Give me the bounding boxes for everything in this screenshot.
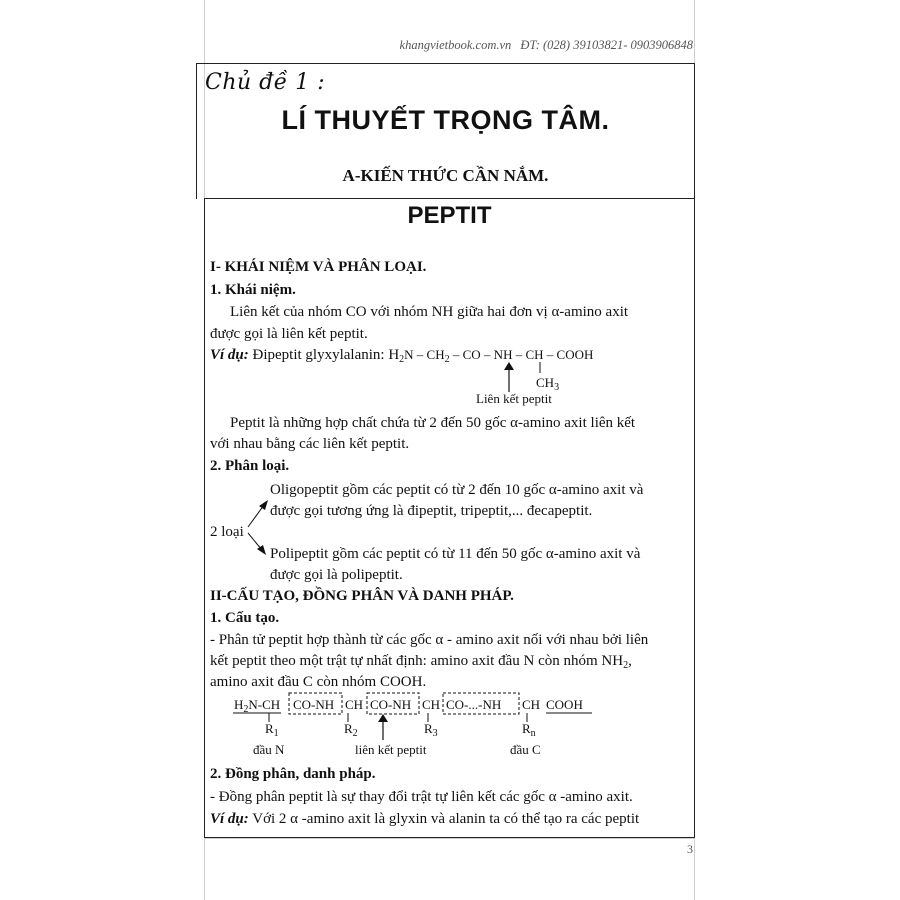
peptide-para-line1: Peptit là những hợp chất chứa từ 2 đến 50 gốc α-amino axit liên kết bbox=[230, 415, 636, 431]
isomer-example bbox=[210, 810, 639, 828]
poly-line1: Polipeptit gồm các peptit có từ 11 đến 50 gốc α-amino axit và bbox=[270, 546, 641, 562]
topic-subtitle: A-KIẾN THỨC CẦN NẮM. bbox=[342, 166, 549, 185]
example-text: Đipeptit glyxylalanin: H bbox=[252, 347, 400, 363]
part1-heading: I- KHÁI NIỆM VÀ PHÂN LOẠI. bbox=[210, 259, 427, 275]
definition-line2: được gọi là liên kết peptit. bbox=[210, 326, 368, 342]
oligo-line2: được gọi tương ứng là đipeptit, tripeptit,... đecapeptit. bbox=[270, 503, 593, 519]
r1-label: $R_1$ bbox=[265, 721, 279, 739]
chain-cooh: COOH bbox=[546, 697, 583, 712]
peptide-para-line2: với nhau bằng các liên kết peptit. bbox=[210, 436, 410, 452]
page-divider bbox=[204, 838, 695, 839]
formula-rest: N – CH bbox=[404, 347, 445, 362]
oligo-line1: Oligopeptit gồm các peptit có từ 2 đến 10 gốc α-amino axit và bbox=[270, 482, 644, 498]
chain-ch-2: CH bbox=[345, 697, 364, 712]
part2-sub1: 1. Cấu tạo. bbox=[210, 610, 280, 626]
structure-line3: amino axit đầu C còn nhóm COOH. bbox=[210, 674, 427, 690]
c-end-label: đầu C bbox=[510, 742, 541, 757]
chain-bond-1: CO-NH bbox=[293, 697, 335, 712]
structure-line2: kết peptit theo một trật tự nhất định: amino axit đầu N còn nhóm $NH_2$, bbox=[210, 653, 632, 671]
two-types-label: 2 loại bbox=[210, 524, 244, 540]
part1-sub1: 1. Khái niệm. bbox=[210, 282, 296, 298]
r3-label: $R_3$ bbox=[424, 721, 438, 739]
header-website: khangvietbook.com.vn bbox=[399, 38, 512, 52]
structure-line1: - Phân tử peptit hợp thành từ các gốc α - amino axit nối với nhau bởi liên bbox=[210, 632, 649, 648]
n-end-label: đầu N bbox=[253, 742, 285, 757]
peptide-chain: $H_2N-CH$ bbox=[234, 697, 281, 715]
chain-ch-n: CH bbox=[522, 697, 541, 712]
page-number: 3 bbox=[687, 842, 693, 856]
header-phone: ĐT: (028) 39103821- 0903906848 bbox=[520, 38, 693, 52]
example-line: Ví dụ: Đipeptit glyxylalanin: $H_2N - CH_2$ – CO – NH – CH – COOH bbox=[210, 347, 594, 365]
section-title: PEPTIT bbox=[407, 202, 492, 229]
isomer-example-text: Với 2 α -amino axit là glyxin và alanin ta có thể tạo ra các peptit bbox=[252, 811, 640, 827]
chain-bond-n: CO-...-NH bbox=[446, 697, 502, 712]
isomer-line1: - Đồng phân peptit là sự thay đổi trật tự liên kết các gốc α -amino axit. bbox=[210, 789, 633, 805]
chain-bond-2: CO-NH bbox=[370, 697, 412, 712]
bond-label: Liên kết peptit bbox=[476, 391, 552, 406]
poly-line2: được gọi là polipeptit. bbox=[270, 567, 403, 583]
part2-sub2: 2. Đồng phân, danh pháp. bbox=[210, 766, 376, 782]
part1-sub2: 2. Phân loại. bbox=[210, 458, 290, 474]
topic-label: Chủ đề 1 : bbox=[205, 70, 326, 95]
isomer-example-label: Ví dụ: bbox=[210, 811, 249, 827]
r2-label: $R_2$ bbox=[344, 721, 358, 739]
rn-label: $R_n$ bbox=[522, 721, 536, 739]
topic-title: LÍ THUYẾT TRỌNG TÂM. bbox=[281, 105, 610, 135]
example-label: Ví dụ: bbox=[210, 347, 249, 363]
definition-line1: Liên kết của nhóm CO với nhóm NH giữa hai đơn vị α-amino axit bbox=[230, 304, 629, 320]
chain-bond-label: liên kết peptit bbox=[355, 742, 427, 757]
part2-heading: II-CẤU TẠO, ĐỒNG PHÂN VÀ DANH PHÁP. bbox=[210, 588, 514, 604]
ch3-label: $CH_3$ bbox=[536, 375, 560, 393]
formula-tail: – CO – NH – CH – COOH bbox=[449, 347, 594, 362]
chain-ch-3: CH bbox=[422, 697, 441, 712]
